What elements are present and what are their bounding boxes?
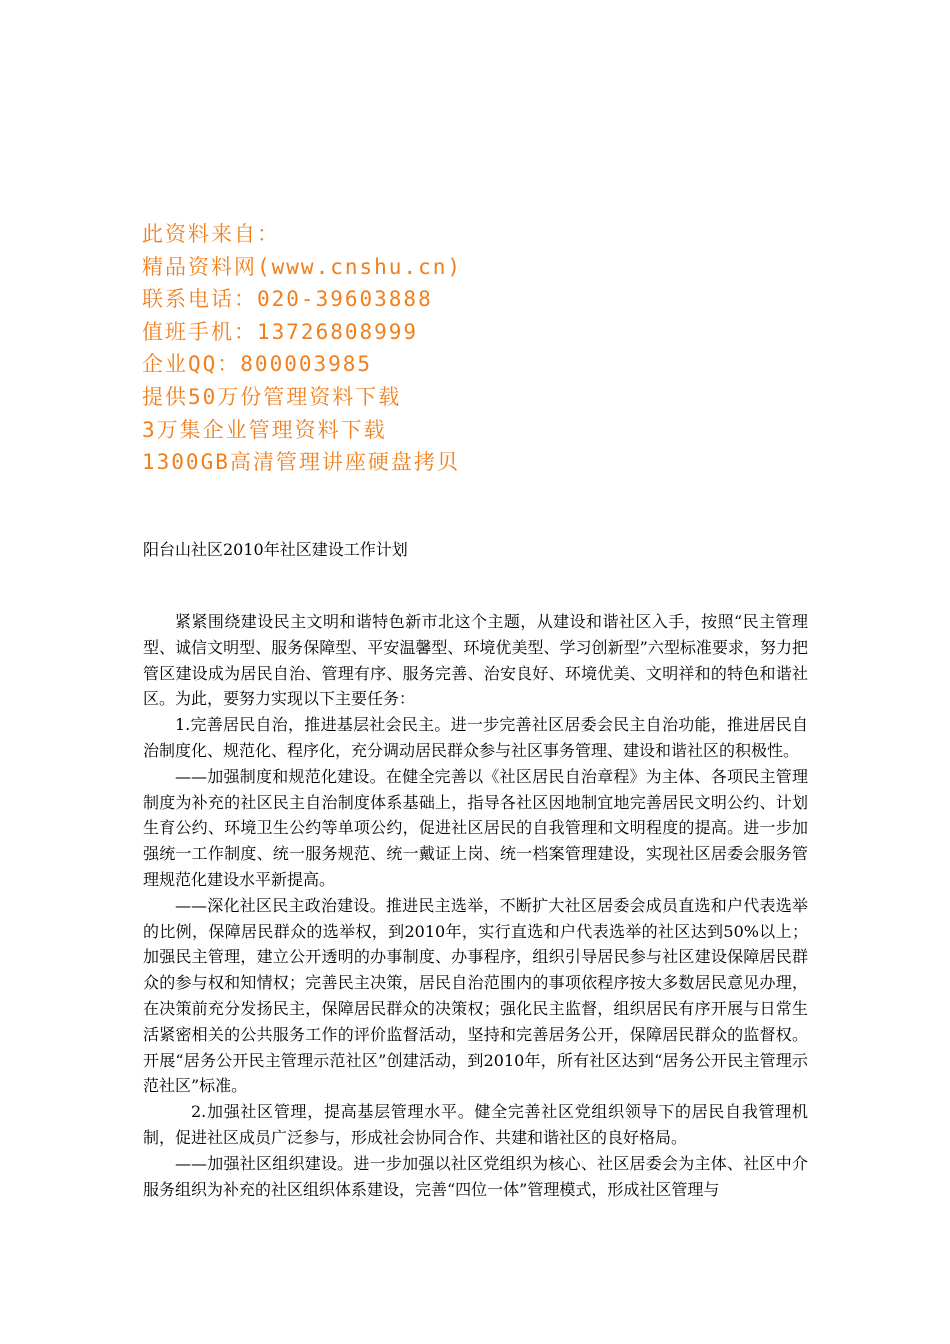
paragraph-task-1: 1.完善居民自治，推进基层社会民主。进一步完善社区居委会民主自治功能，推进居民自治制度化、规范化、程序化，充分调动居民群众参与社区事务管理、建设和谐社区的积极性。	[143, 715, 808, 760]
promo-offer-3: 1300GB高清管理讲座硬盘拷贝	[142, 450, 460, 475]
promo-website: 精品资料网(www.cnshu.cn)	[142, 254, 463, 279]
promo-offer-2: 3万集企业管理资料下载	[142, 417, 387, 442]
paragraph-task-2: 2.加强社区管理，提高基层管理水平。健全完善社区党组织领导下的居民自我管理机制，促进社区成员广泛参与，形成社会协同合作、共建和谐社区的良好格局。	[143, 1102, 808, 1147]
paragraph-task-1-a: ——加强制度和规范化建设。在健全完善以《社区居民自治章程》为主体、各项民主管理制度为补充的社区民主自治制度体系基础上，指导各社区因地制宜地完善居民文明公约、计划生育公约、环境卫生公约等单项公约，促进社区居民的自我管理和文明程度的提高。进一步加强统一工作制度、统一服务规范、统一戴证上岗、统一档案管理建设，实现社区居委会服务管理规范化建设水平新提高。	[143, 766, 808, 889]
promo-source-label: 此资料来自：	[142, 222, 280, 246]
promo-offer-1: 提供50万份管理资料下载	[142, 384, 402, 409]
promo-phone: 联系电话：020-39603888	[142, 287, 433, 312]
promo-qq: 企业QQ：800003985	[142, 352, 373, 377]
document-title: 阳台山社区2010年社区建设工作计划	[143, 540, 408, 559]
paragraph-task-1-b: ——深化社区民主政治建设。推进民主选举，不断扩大社区居委会成员直选和户代表选举的比例，保障居民群众的选举权，到2010年，实行直选和户代表选举的社区达到50%以上；加强民主管理，建立公开透明的办事制度、办事程序，组织引导居民参与社区建设保障居民群众的参与权和知情权；完善民主决策，居民自治范围内的事项依程序按大多数居民意见办理，在决策前充分发扬民主，保障居民群众的决策权；强化民主监督，组织居民有序开展与日常生活紧密相关的公共服务工作的评价监督活动，坚持和完善居务公开，保障居民群众的监督权。开展“居务公开民主管理示范社区”创建活动，到2010年，所有社区达到“居务公开民主管理示范社区”标准。	[143, 895, 808, 1096]
paragraph-task-2-a: ——加强社区组织建设。进一步加强以社区党组织为核心、社区居委会为主体、社区中介服务组织为补充的社区组织体系建设，完善“四位一体”管理模式，形成社区管理与	[143, 1153, 808, 1199]
document-body	[143, 609, 808, 1202]
paragraph-intro: 紧紧围绕建设民主文明和谐特色新市北这个主题，从建设和谐社区入手，按照“民主管理型、诚信文明型、服务保障型、平安温馨型、环境优美型、学习创新型”六型标准要求，努力把管区建设成为居民自治、管理有序、服务完善、治安良好、环境优美、文明祥和的特色和谐社区。为此，要努力实现以下主要任务：	[143, 612, 808, 709]
promo-block	[142, 218, 842, 479]
promo-mobile: 值班手机：13726808999	[142, 319, 419, 344]
